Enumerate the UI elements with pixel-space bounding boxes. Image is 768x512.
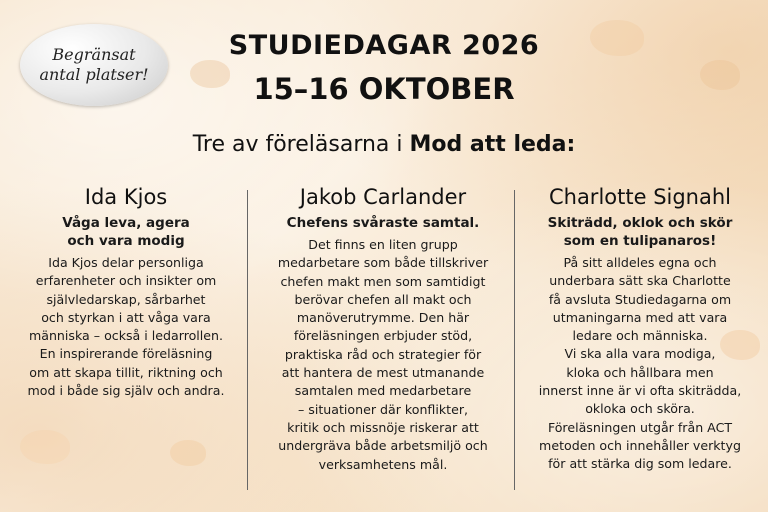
description-line: samtalen med medarbetare <box>294 383 472 399</box>
tagline-line: Chefens svåraste samtal. <box>286 215 480 231</box>
description-line: chefen makt men som samtidigt <box>280 273 486 289</box>
description-line: och styrkan i att våga vara <box>41 309 211 325</box>
description-line: – situationer där konflikter, <box>297 401 469 417</box>
description-line: okloka och sköra. <box>585 401 695 417</box>
description-line: manöverutrymme. Den här <box>296 310 470 326</box>
tagline-line: Skiträdd, oklok och skör <box>547 215 733 231</box>
tagline-line: som en tulipanaros! <box>563 233 717 249</box>
description-line: underbara sätt ska Charlotte <box>549 273 731 289</box>
description-line: metoden och innehåller verktyg <box>539 437 741 453</box>
speaker-description <box>252 236 514 474</box>
speaker-tagline <box>8 214 244 250</box>
speaker-tagline <box>252 214 514 232</box>
speaker-name: Jakob Carlander <box>299 185 467 209</box>
description-line: Föreläsningen utgår från ACT <box>547 419 733 435</box>
speaker-name: Ida Kjos <box>84 185 168 209</box>
description-line: om att skapa tillit, riktning och <box>29 364 223 380</box>
description-line: verksamhetens mål. <box>318 456 448 472</box>
speaker-column-jakob-carlander <box>252 184 514 474</box>
tagline-line: och vara modig <box>67 233 185 249</box>
description-line: Vi ska alla vara modiga, <box>564 346 716 362</box>
description-line: medarbetare som både tillskriver <box>277 255 489 271</box>
description-line: kloka och hållbara men <box>566 364 714 380</box>
description-line: erfarenheter och insikter om <box>35 273 217 289</box>
description-line: kritik och missnöje riskerar att <box>287 419 479 435</box>
description-line: berövar chefen all makt och <box>294 291 472 307</box>
description-line: praktiska råd och strategier för <box>284 346 482 362</box>
speaker-column-ida-kjos <box>8 184 244 400</box>
speaker-name: Charlotte Signahl <box>548 185 732 209</box>
tagline-line: Våga leva, agera <box>62 215 190 231</box>
speaker-description <box>8 254 244 400</box>
petal-decoration <box>170 440 206 466</box>
subtitle-prefix: Tre av föreläsarna i <box>192 132 410 157</box>
speaker-column-charlotte-signahl <box>518 184 762 474</box>
description-line: utmaningarna med att vara <box>552 309 728 325</box>
description-line: En inspirerande föreläsning <box>39 346 213 362</box>
description-line: människa – också i ledarrollen. <box>28 328 224 344</box>
description-line: självledarskap, sårbarhet <box>46 291 206 307</box>
speaker-description <box>518 254 762 474</box>
badge-line-1: Begränsat <box>52 45 136 64</box>
description-line: mod i både sig själv och andra. <box>27 383 225 399</box>
description-line: få avsluta Studiedagarna om <box>548 291 732 307</box>
page-title: STUDIEDAGAR 2026 <box>228 30 540 61</box>
column-divider <box>514 190 515 490</box>
description-line: undergräva både arbetsmiljö och <box>278 438 488 454</box>
badge-line-2: antal platser! <box>39 65 149 84</box>
event-dates: 15–16 OKTOBER <box>253 72 515 106</box>
description-line: Det finns en liten grupp <box>308 237 458 252</box>
description-line: att hantera de mest utmanande <box>281 365 485 381</box>
description-line: På sitt alldeles egna och <box>563 255 717 270</box>
description-line: Ida Kjos delar personliga <box>48 255 204 270</box>
speaker-tagline <box>518 214 762 250</box>
description-line: föreläsningen erbjuder stöd, <box>293 328 473 344</box>
description-line: ledare och människa. <box>572 328 708 344</box>
subtitle-program-name: Mod att leda: <box>409 132 576 157</box>
petal-decoration <box>20 430 70 464</box>
description-line: för att stärka dig som ledare. <box>548 456 732 472</box>
description-line: innerst inne är vi ofta skiträdda, <box>538 383 742 399</box>
section-subtitle <box>0 132 768 157</box>
column-divider <box>247 190 248 490</box>
